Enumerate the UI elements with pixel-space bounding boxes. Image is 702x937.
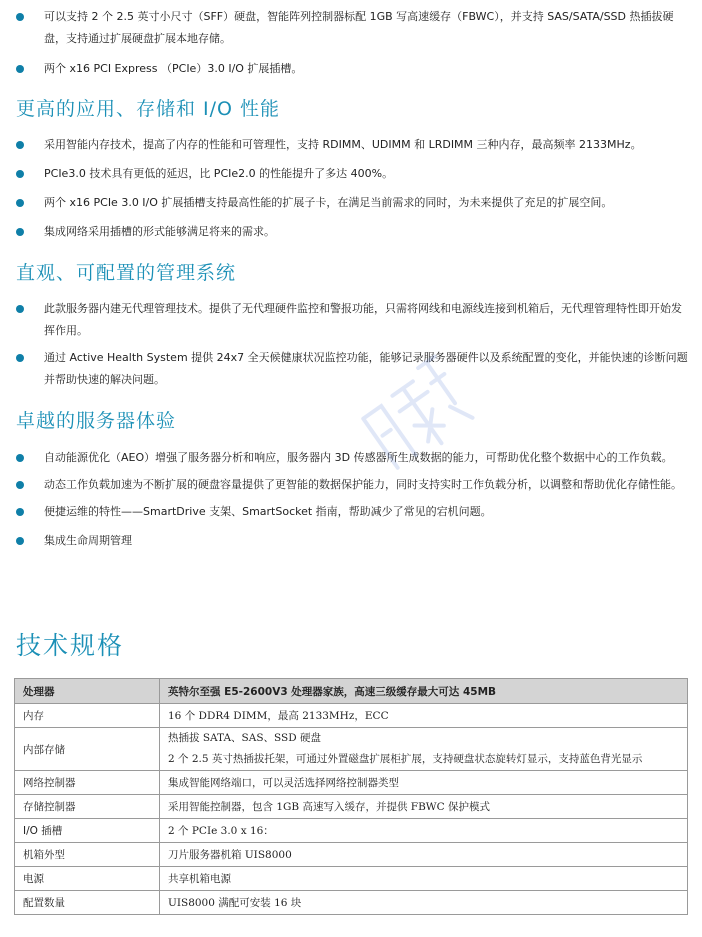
bullet-text: 集成生命周期管理 bbox=[44, 534, 132, 547]
list-item bbox=[0, 298, 702, 342]
table-row bbox=[15, 795, 688, 819]
bullet-icon bbox=[16, 228, 24, 236]
section-heading: 直观、可配置的管理系统 bbox=[16, 262, 237, 284]
bullet-text: 两个 x16 PCI Express （PCIe）3.0 I/O 扩展插槽。 bbox=[44, 62, 303, 75]
bullet-text: 可以支持 2 个 2.5 英寸小尺寸（SFF）硬盘，智能阵列控制器标配 1GB 写高速缓存（FBWC），并支持 SAS/SATA/SSD 热插拔硬盘，支持通过扩展硬盘扩展本地存储。 bbox=[44, 10, 674, 45]
spec-table bbox=[14, 678, 688, 915]
bullet-text: 此款服务器内建无代理管理技术。提供了无代理硬件监控和警报功能，只需将网线和电源线连接到机箱后，无代理管理特性即开始发挥作用。 bbox=[44, 302, 682, 337]
bullet-icon bbox=[16, 508, 24, 516]
performance-bullet-list bbox=[0, 134, 702, 243]
management-bullet-list bbox=[0, 298, 702, 391]
bullet-icon bbox=[16, 537, 24, 545]
list-item bbox=[0, 447, 702, 469]
spec-value: 集成智能网络端口，可以灵活选择网络控制器类型 bbox=[160, 771, 688, 795]
spec-value: 2 个 PCIe 3.0 x 16： bbox=[160, 819, 688, 843]
spec-key: 电源 bbox=[15, 867, 160, 891]
spec-value: 16 个 DDR4 DIMM，最高 2133MHz，ECC bbox=[160, 704, 688, 728]
spec-value: 采用智能控制器，包含 1GB 高速写入缓存，并提供 FBWC 保护模式 bbox=[160, 795, 688, 819]
bullet-text: PCIe3.0 技术具有更低的延迟，比 PCIe2.0 的性能提升了多达 400%。 bbox=[44, 167, 394, 180]
spec-value: 刀片服务器机箱 UIS8000 bbox=[160, 843, 688, 867]
experience-bullet-list bbox=[0, 447, 702, 552]
list-item bbox=[0, 58, 702, 80]
spec-key: 网络控制器 bbox=[15, 771, 160, 795]
bullet-icon bbox=[16, 305, 24, 313]
bullet-icon bbox=[16, 481, 24, 489]
bullet-icon bbox=[16, 65, 24, 73]
spec-value-line: 2 个 2.5 英寸热插拔托架，可通过外置磁盘扩展柜扩展，支持硬盘状态旋转灯显示，支持蓝色背光显示 bbox=[168, 753, 643, 765]
spec-key: 配置数量 bbox=[15, 891, 160, 915]
table-row bbox=[15, 771, 688, 795]
spec-title: 技术规格 bbox=[16, 631, 125, 660]
spec-value bbox=[160, 728, 688, 771]
spec-key: 机箱外型 bbox=[15, 843, 160, 867]
list-item bbox=[0, 501, 702, 523]
spec-value: 共享机箱电源 bbox=[160, 867, 688, 891]
bullet-icon bbox=[16, 199, 24, 207]
bullet-text: 两个 x16 PCIe 3.0 I/O 扩展插槽支持最高性能的扩展子卡，在满足当前需求的同时，为未来提供了充足的扩展空间。 bbox=[44, 196, 613, 209]
table-row bbox=[15, 704, 688, 728]
table-row bbox=[15, 843, 688, 867]
list-item bbox=[0, 6, 702, 50]
bullet-icon bbox=[16, 13, 24, 21]
table-row bbox=[15, 867, 688, 891]
bullet-icon bbox=[16, 354, 24, 362]
bullet-text: 采用智能内存技术，提高了内存的性能和可管理性，支持 RDIMM、UDIMM 和 LRDIMM 三种内存，最高频率 2133MHz。 bbox=[44, 138, 642, 151]
bullet-text: 集成网络采用插槽的形式能够满足将来的需求。 bbox=[44, 225, 275, 238]
intro-bullet-list bbox=[0, 6, 702, 80]
spec-key: 处理器 bbox=[15, 679, 160, 704]
list-item bbox=[0, 192, 702, 214]
table-row bbox=[15, 891, 688, 915]
spec-key: 存储控制器 bbox=[15, 795, 160, 819]
list-item bbox=[0, 221, 702, 243]
list-item bbox=[0, 474, 702, 496]
table-row bbox=[15, 728, 688, 771]
bullet-icon bbox=[16, 170, 24, 178]
bullet-icon bbox=[16, 141, 24, 149]
list-item bbox=[0, 530, 702, 552]
list-item bbox=[0, 134, 702, 156]
bullet-text: 自动能源优化（AEO）增强了服务器分析和响应，服务器内 3D 传感器所生成数据的能力，可帮助优化整个数据中心的工作负载。 bbox=[44, 451, 673, 464]
spec-key: I/O 插槽 bbox=[15, 819, 160, 843]
spec-value: UIS8000 满配可安装 16 块 bbox=[160, 891, 688, 915]
spec-key: 内部存储 bbox=[15, 728, 160, 771]
spec-key: 内存 bbox=[15, 704, 160, 728]
section-heading: 更高的应用、存储和 I/O 性能 bbox=[16, 98, 281, 120]
list-item bbox=[0, 163, 702, 185]
bullet-text: 通过 Active Health System 提供 24x7 全天候健康状况监控功能，能够记录服务器硬件以及系统配置的变化，并能快速的诊断问题并帮助快速的解决问题。 bbox=[44, 351, 688, 386]
spec-value: 英特尔至强 E5-2600V3 处理器家族，高速三级缓存最大可达 45MB bbox=[160, 679, 688, 704]
list-item bbox=[0, 347, 702, 391]
section-heading: 卓越的服务器体验 bbox=[16, 410, 177, 432]
spec-value-line: 热插拔 SATA、SAS、SSD 硬盘 bbox=[168, 732, 321, 744]
bullet-icon bbox=[16, 454, 24, 462]
table-row bbox=[15, 819, 688, 843]
bullet-text: 动态工作负载加速为不断扩展的硬盘容量提供了更智能的数据保护能力，同时支持实时工作负载分析，以调整和帮助优化存储性能。 bbox=[44, 478, 682, 491]
table-header-row bbox=[15, 679, 688, 704]
bullet-text: 便捷运维的特性——SmartDrive 支架、SmartSocket 指南，帮助减少了常见的宕机问题。 bbox=[44, 505, 492, 518]
